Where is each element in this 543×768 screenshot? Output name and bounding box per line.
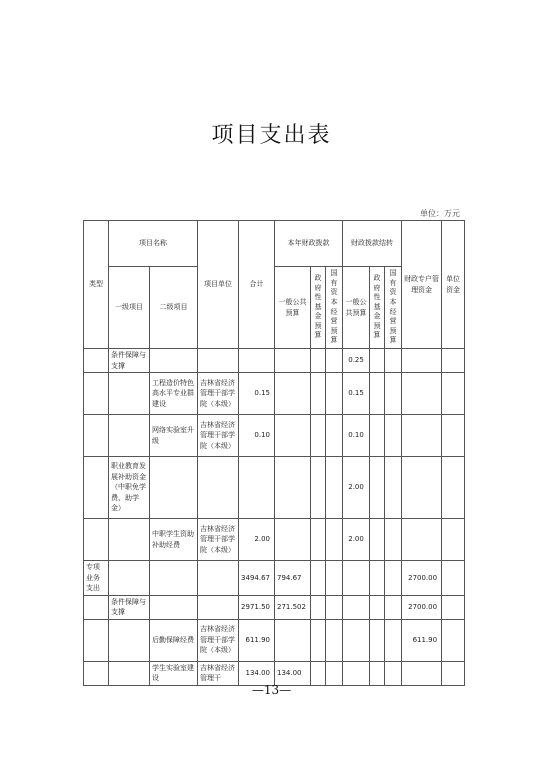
cell-unit [198,561,239,596]
cell-level1: 条件保障与支撑 [109,595,150,619]
cell-carry-gov-fund [370,519,385,561]
cell-general-budget [275,519,311,561]
table-row [84,561,465,596]
cell-special-fund [402,373,442,415]
cell-carry-general [343,595,370,619]
cell-level2: 网络实验室升级 [150,415,198,457]
cell-unit-fund [442,457,465,519]
cell-category [84,619,109,661]
cell-category [84,349,109,373]
page-title: 项目支出表 [211,123,332,148]
cell-state-capital [326,519,343,561]
table-row [84,519,465,561]
cell-general-budget [275,415,311,457]
cell-carry-gov-fund [370,457,385,519]
table-row [84,415,465,457]
header-carryover: 财政拨款结转 [343,221,402,267]
cell-carry-gov-fund [370,661,385,685]
cell-level1 [109,519,150,561]
cell-special-fund: 611.90 [402,619,442,661]
cell-category [84,457,109,519]
cell-carry-state-capital [385,415,402,457]
cell-carry-general: 0.25 [343,349,370,373]
cell-unit-fund [442,561,465,596]
cell-total: 611.90 [239,619,275,661]
cell-state-capital [326,661,343,685]
header-level2: 二级项目 [150,267,198,349]
cell-carry-gov-fund [370,561,385,596]
cell-total: 2.00 [239,519,275,561]
cell-unit [198,349,239,373]
cell-state-capital [326,457,343,519]
cell-gov-fund [311,373,326,415]
cell-general-budget [275,373,311,415]
table-row [84,595,465,619]
cell-carry-state-capital [385,619,402,661]
cell-state-capital [326,619,343,661]
cell-unit-fund [442,349,465,373]
cell-gov-fund [311,661,326,685]
cell-general-budget: 134.00 [275,661,311,685]
header-carry-state-capital: 国有资本经营预算 [385,267,402,349]
cell-carry-gov-fund [370,415,385,457]
cell-special-fund [402,415,442,457]
cell-special-fund: 2700.00 [402,561,442,596]
cell-total: 2971.50 [239,595,275,619]
cell-level2 [150,457,198,519]
cell-level1: 条件保障与支撑 [109,349,150,373]
header-current-year: 本年财政拨款 [275,221,343,267]
cell-level1 [109,373,150,415]
cell-state-capital [326,595,343,619]
cell-total: 0.15 [239,373,275,415]
header-unit: 项目单位 [198,221,239,349]
cell-level2: 学生实验室建设 [150,661,198,685]
cell-category [84,595,109,619]
header-project-name: 项目名称 [109,221,198,267]
cell-unit-fund [442,619,465,661]
cell-state-capital [326,349,343,373]
cell-general-budget: 271.502 [275,595,311,619]
cell-general-budget [275,349,311,373]
cell-unit-fund [442,595,465,619]
cell-state-capital [326,415,343,457]
header-special-fund: 财政专户管理资金 [402,221,442,349]
cell-total: 134.00 [239,661,275,685]
cell-gov-fund [311,619,326,661]
cell-carry-general: 2.00 [343,457,370,519]
cell-total: 3494.67 [239,561,275,596]
cell-level1 [109,661,150,685]
cell-carry-state-capital [385,661,402,685]
cell-level1 [109,619,150,661]
cell-gov-fund [311,519,326,561]
cell-carry-general [343,661,370,685]
cell-level2: 中职学生资助补助经费 [150,519,198,561]
cell-gov-fund [311,595,326,619]
cell-category [84,373,109,415]
cell-carry-state-capital [385,561,402,596]
cell-general-budget [275,457,311,519]
cell-general-budget [275,619,311,661]
cell-level2 [150,349,198,373]
header-general-budget: 一般公共预算 [275,267,311,349]
cell-carry-gov-fund [370,373,385,415]
cell-carry-general [343,619,370,661]
unit-label: 单位：万元 [420,209,460,218]
table-row [84,373,465,415]
cell-carry-gov-fund [370,349,385,373]
cell-unit-fund [442,415,465,457]
page-number: —13— [251,683,292,697]
header-category: 类型 [84,221,109,349]
header-carry-general: 一般公共预算 [343,267,370,349]
header-level1: 一级项目 [109,267,150,349]
cell-level2 [150,561,198,596]
cell-unit-fund [442,661,465,685]
cell-total: 0.10 [239,415,275,457]
table-row [84,457,465,519]
cell-general-budget: 794.67 [275,561,311,596]
cell-carry-state-capital [385,373,402,415]
cell-level2: 工程造价特色高水平专业群建设 [150,373,198,415]
cell-level2 [150,595,198,619]
cell-level2: 后勤保障经费 [150,619,198,661]
header-carry-gov-fund: 政府性基金预算 [370,267,385,349]
cell-unit: 吉林省经济管理干 [198,661,239,685]
cell-carry-general [343,561,370,596]
cell-category [84,519,109,561]
cell-unit: 吉林省经济管理干部学院（本级） [198,519,239,561]
cell-unit: 吉林省经济管理干部学院（本级） [198,415,239,457]
cell-special-fund [402,661,442,685]
project-expenditure-table [83,220,465,686]
cell-category [84,415,109,457]
cell-special-fund: 2700.00 [402,595,442,619]
cell-unit-fund [442,373,465,415]
cell-level1: 职业教育发展补助资金（中职免学费、助学金） [109,457,150,519]
header-unit-fund: 单位资金 [442,221,465,349]
cell-carry-general: 0.10 [343,415,370,457]
table-row [84,619,465,661]
cell-total [239,457,275,519]
cell-carry-state-capital [385,457,402,519]
cell-state-capital [326,373,343,415]
cell-special-fund [402,519,442,561]
cell-level1 [109,561,150,596]
cell-carry-state-capital [385,349,402,373]
cell-carry-state-capital [385,595,402,619]
cell-gov-fund [311,457,326,519]
cell-category [84,661,109,685]
cell-category: 专项业务支出 [84,561,109,596]
cell-special-fund [402,457,442,519]
cell-unit-fund [442,519,465,561]
cell-state-capital [326,561,343,596]
cell-special-fund [402,349,442,373]
cell-carry-gov-fund [370,595,385,619]
cell-gov-fund [311,415,326,457]
header-state-capital: 国有资本经营预算 [326,267,343,349]
cell-carry-state-capital [385,519,402,561]
header-gov-fund: 政府性基金预算 [311,267,326,349]
table-row [84,661,465,685]
cell-level1 [109,415,150,457]
cell-carry-gov-fund [370,619,385,661]
header-total: 合计 [239,221,275,349]
cell-carry-general: 0.15 [343,373,370,415]
table-row [84,349,465,373]
cell-unit [198,595,239,619]
cell-total [239,349,275,373]
cell-unit: 吉林省经济管理干部学院（本级） [198,619,239,661]
cell-gov-fund [311,349,326,373]
cell-unit [198,457,239,519]
cell-gov-fund [311,561,326,596]
cell-unit: 吉林省经济管理干部学院（本级） [198,373,239,415]
cell-carry-general: 2.00 [343,519,370,561]
